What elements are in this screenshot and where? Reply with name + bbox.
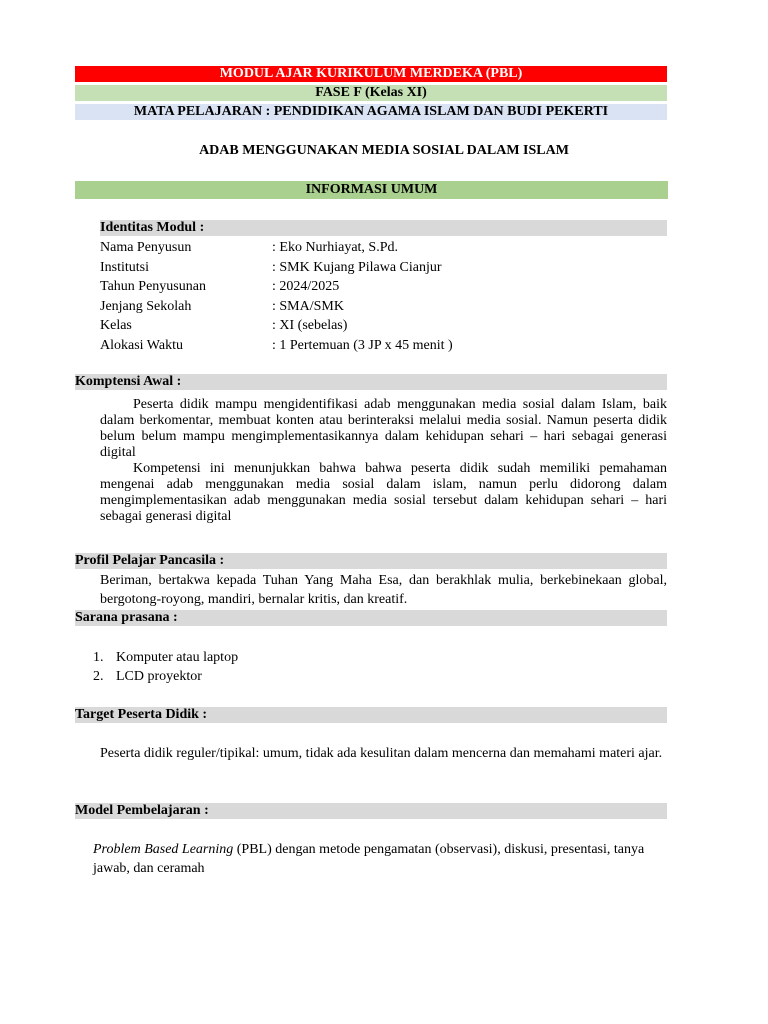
phase-bar: FASE F (Kelas XI) (75, 85, 667, 101)
identitas-value: : SMA/SMK (272, 298, 344, 314)
sarana-list (93, 648, 238, 686)
list-number: 2. (93, 669, 104, 684)
kompetensi-text (100, 397, 667, 525)
document-title: ADAB MENGGUNAKAN MEDIA SOSIAL DALAM ISLAM (199, 143, 569, 158)
identitas-table (100, 238, 667, 355)
identitas-label: Tahun Penyusunan (100, 279, 206, 294)
identitas-value: : 1 Pertemuan (3 JP x 45 menit ) (272, 337, 453, 353)
list-number: 1. (93, 650, 104, 665)
profil-text: Beriman, bertakwa kepada Tuhan Yang Maha Esa, dan berakhlak mulia, berkebinekaan global, bergotong-royong, mandiri, bernalar kritis, dan kreatif. (100, 573, 667, 607)
list-item-text: LCD proyektor (116, 669, 202, 684)
identitas-label: Kelas (100, 318, 132, 333)
identitas-value: : 2024/2025 (272, 279, 340, 294)
profil-heading: Profil Pelajar Pancasila : (75, 553, 667, 569)
target-text: Peserta didik reguler/tipikal: umum, tidak ada kesulitan dalam mencerna dan memahami materi ajar. (100, 746, 663, 761)
model-heading: Model Pembelajaran : (75, 803, 667, 819)
list-item (93, 648, 238, 667)
model-text (93, 840, 683, 878)
list-item (93, 667, 238, 686)
module-title-bar: MODUL AJAR KURIKULUM MERDEKA (PBL) (75, 66, 667, 82)
subject-bar: MATA PELAJARAN : PENDIDIKAN AGAMA ISLAM DAN BUDI PEKERTI (75, 104, 667, 120)
list-item-text: Komputer atau laptop (116, 650, 239, 665)
identitas-heading: Identitas Modul : (100, 220, 667, 236)
identitas-row (100, 258, 667, 278)
identitas-row (100, 336, 667, 356)
identitas-label: Institutsi (100, 259, 150, 275)
model-description: (PBL) dengan metode pengamatan (observasi), diskusi, presentasi, tanya jawab, dan ceramah (93, 842, 645, 876)
kompetensi-heading: Komptensi Awal : (75, 374, 667, 390)
identitas-value: : SMK Kujang Pilawa Cianjur (272, 259, 442, 275)
sarana-heading: Sarana prasana : (75, 610, 667, 626)
identitas-row (100, 238, 667, 258)
identitas-label: Nama Penyusun (100, 240, 192, 255)
kompetensi-paragraph-1: Peserta didik mampu mengidentifikasi adab menggunakan media sosial dalam Islam, baik dalam berkomentar, membuat konten atau berinteraksi melalui media sosial. Namun peserta didik belum belum mampu mengimplementasikannya dalam kehidupan sehari – hari sebagai generasi digital (100, 397, 667, 460)
identitas-row (100, 277, 667, 297)
identitas-value: : Eko Nurhiayat, S.Pd. (272, 240, 398, 255)
identitas-label: Alokasi Waktu (100, 337, 183, 353)
target-heading: Target Peserta Didik : (75, 707, 667, 723)
kompetensi-paragraph-2: Kompetensi ini menunjukkan bahwa bahwa peserta didik sudah memiliki pemahaman mengenai adab menggunakan media sosial dalam islam, namun perlu didorong dalam mengimplementasikan adab menggunakan media sosial tersebut dalam kehidupan sehari – hari sebagai generasi digital (100, 461, 667, 524)
model-name: Problem Based Learning (93, 842, 234, 857)
info-umum-heading: INFORMASI UMUM (75, 181, 668, 199)
identitas-row (100, 316, 667, 336)
identitas-row (100, 297, 667, 317)
identitas-label: Jenjang Sekolah (100, 298, 192, 314)
identitas-value: : XI (sebelas) (272, 318, 348, 333)
